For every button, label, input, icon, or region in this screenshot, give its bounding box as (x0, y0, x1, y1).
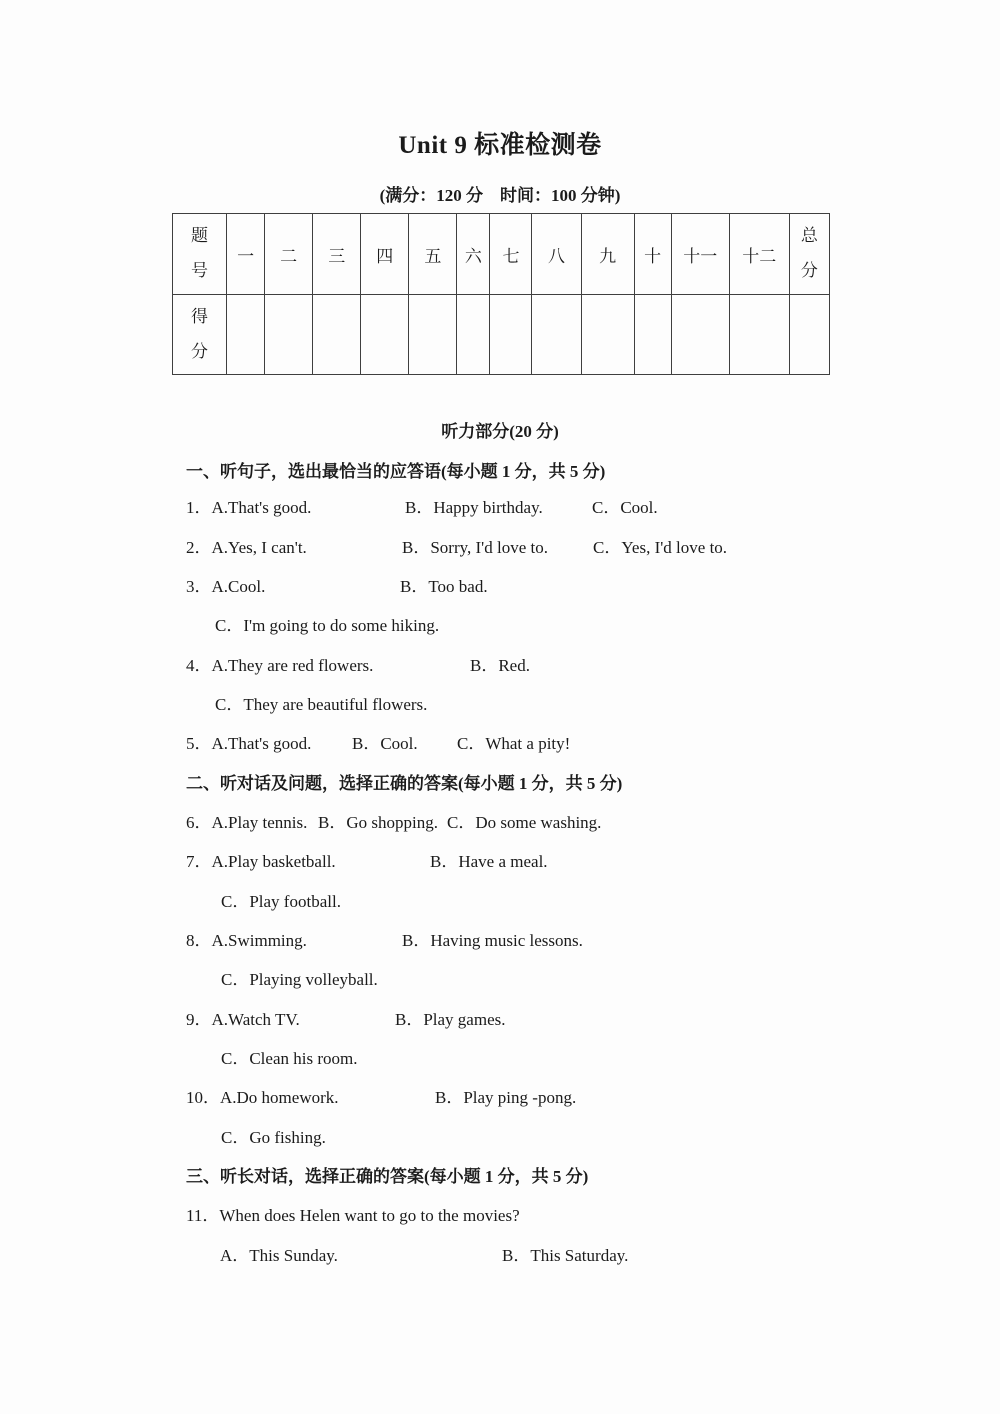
question-9-option-c-row (0, 1047, 1000, 1071)
question-11-number: 11． (186, 1206, 220, 1225)
question-8-row (0, 929, 1000, 953)
column-header-6: 六 (457, 214, 490, 295)
paper-title: Unit 9 标准检测卷 (398, 132, 602, 159)
question-8-number: 8． (186, 931, 212, 950)
score-cell (457, 295, 490, 375)
section-2-heading-row (0, 772, 1000, 796)
question-11 (186, 1204, 520, 1228)
question-3-option-c-row (0, 614, 1000, 638)
question-4-number: 4． (186, 656, 212, 675)
question-9-row (0, 1008, 1000, 1032)
question-7-option-a: A.Play basketball. (211, 852, 336, 871)
column-header-9: 九 (581, 214, 634, 295)
score-cell (227, 295, 265, 375)
question-7 (186, 850, 336, 874)
score-cell (265, 295, 313, 375)
question-8-option-b: B．Having music lessons. (402, 931, 583, 950)
question-5-option-a: A.That's good. (211, 734, 312, 753)
column-header-5: 五 (409, 214, 457, 295)
total-score-label-cell (789, 214, 829, 295)
question-1-option-c: C．Cool. (592, 498, 658, 517)
question-10 (186, 1086, 339, 1110)
question-4-row (0, 654, 1000, 678)
score-cell (313, 295, 361, 375)
question-6-number: 6． (186, 813, 212, 832)
question-number-row-label-cell (173, 214, 227, 295)
question-5-row (0, 732, 1000, 756)
listening-part-title: 听力部分(20 分) (441, 422, 559, 441)
column-header-1: 一 (227, 214, 265, 295)
question-1-option-a: A.That's good. (211, 498, 312, 517)
question-10-option-a: A.Do homework. (220, 1088, 339, 1107)
question-11-option-b: B．This Saturday. (502, 1246, 629, 1265)
question-3-option-a: A.Cool. (211, 577, 266, 596)
column-header-12: 十二 (729, 214, 789, 295)
question-4-option-c: C．They are beautiful flowers. (215, 695, 428, 714)
question-3-number: 3． (186, 577, 212, 596)
question-2-option-a: A.Yes, I can't. (211, 538, 307, 557)
total-score-cell (789, 295, 829, 375)
score-cell (671, 295, 729, 375)
score-row-label-cell (173, 295, 227, 375)
question-8-option-a: A.Swimming. (211, 931, 307, 950)
question-4-option-b: B．Red. (470, 656, 530, 675)
question-10-option-b: B．Play ping -pong. (435, 1088, 577, 1107)
question-11-options-row (0, 1244, 1000, 1268)
question-10-option-c-row (0, 1126, 1000, 1150)
question-number-row-label: 题号 (191, 226, 209, 280)
score-cell (409, 295, 457, 375)
question-1 (186, 496, 311, 520)
question-6-option-a: A.Play tennis. (211, 813, 308, 832)
paper-subtitle: (满分：120 分 时间：100 分钟) (379, 186, 621, 205)
question-3 (186, 575, 265, 599)
question-7-number: 7． (186, 852, 212, 871)
column-header-7: 七 (490, 214, 532, 295)
score-table-header-row (173, 214, 830, 295)
question-4-option-c-row (0, 693, 1000, 717)
question-5-option-c: C．What a pity! (457, 734, 571, 753)
question-9-option-a: A.Watch TV. (211, 1010, 300, 1029)
question-7-option-b: B．Have a meal. (430, 852, 548, 871)
question-6-row (0, 811, 1000, 835)
section-3-heading-row (0, 1165, 1000, 1189)
section-3-heading: 三、听长对话，选择正确的答案(每小题 1 分，共 5 分) (186, 1167, 589, 1186)
question-3-option-b: B．Too bad. (400, 577, 488, 596)
column-header-3: 三 (313, 214, 361, 295)
score-cell (581, 295, 634, 375)
total-score-label: 总分 (800, 226, 818, 280)
score-cell (729, 295, 789, 375)
section-2-heading: 二、听对话及问题，选择正确的答案(每小题 1 分，共 5 分) (186, 774, 623, 793)
question-2-number: 2． (186, 538, 212, 557)
score-row-label: 得分 (191, 306, 209, 361)
question-9 (186, 1008, 300, 1032)
question-1-number: 1． (186, 498, 212, 517)
question-5-number: 5． (186, 734, 212, 753)
question-7-option-c: C．Play football. (221, 892, 341, 911)
question-2 (186, 536, 307, 560)
score-cell (532, 295, 581, 375)
question-8-option-c: C．Playing volleyball. (221, 970, 378, 989)
section-1-heading: 一、听句子，选出最恰当的应答语(每小题 1 分，共 5 分) (186, 462, 606, 481)
question-4-option-a: A.They are red flowers. (211, 656, 374, 675)
question-3-option-c: C．I'm going to do some hiking. (215, 616, 440, 635)
question-9-option-c: C．Clean his room. (221, 1049, 358, 1068)
score-table (172, 213, 830, 375)
question-11-row (0, 1204, 1000, 1228)
score-cell (361, 295, 409, 375)
question-1-row (0, 496, 1000, 520)
score-cell (634, 295, 671, 375)
question-4 (186, 654, 373, 678)
column-header-2: 二 (265, 214, 313, 295)
question-5-option-b: B．Cool. (352, 734, 418, 753)
question-1-option-b: B．Happy birthday. (405, 498, 543, 517)
question-3-row (0, 575, 1000, 599)
column-header-11: 十一 (671, 214, 729, 295)
question-6-option-c: C．Do some washing. (447, 813, 602, 832)
question-2-option-c: C．Yes, I'd love to. (593, 538, 728, 557)
question-10-number: 10． (186, 1088, 220, 1107)
question-10-row (0, 1086, 1000, 1110)
question-9-number: 9． (186, 1010, 212, 1029)
column-header-8: 八 (532, 214, 581, 295)
column-header-10: 十 (634, 214, 671, 295)
section-1-heading-row (0, 460, 1000, 484)
column-header-4: 四 (361, 214, 409, 295)
question-2-option-b: B．Sorry, I'd love to. (402, 538, 548, 557)
question-2-row (0, 536, 1000, 560)
question-8-option-c-row (0, 968, 1000, 992)
question-8 (186, 929, 307, 953)
score-cell (490, 295, 532, 375)
question-7-row (0, 850, 1000, 874)
question-5 (186, 732, 311, 756)
question-7-option-c-row (0, 890, 1000, 914)
question-10-option-c: C．Go fishing. (221, 1128, 326, 1147)
question-6-option-b: B．Go shopping. (318, 813, 438, 832)
question-6 (186, 811, 307, 835)
question-11-option-a: A．This Sunday. (220, 1246, 338, 1265)
score-table-score-row (173, 295, 830, 375)
question-11-text: When does Helen want to go to the movies? (219, 1206, 520, 1225)
question-9-option-b: B．Play games. (395, 1010, 506, 1029)
